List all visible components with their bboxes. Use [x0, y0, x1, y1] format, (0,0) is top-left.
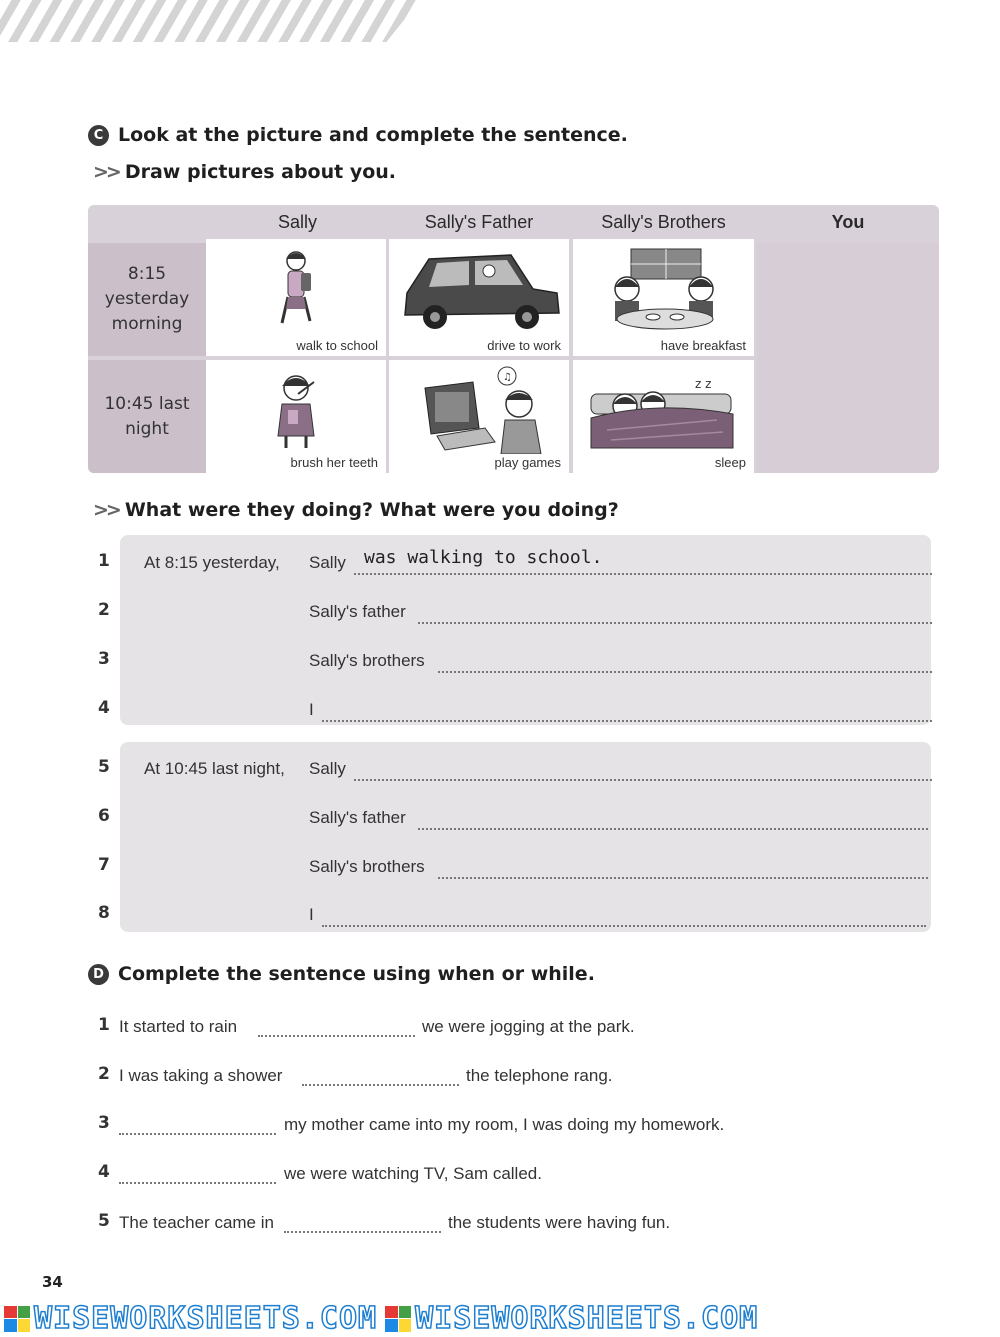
- wiseworksheets-logo-icon: [4, 1306, 30, 1332]
- d-item-2: [0, 1060, 1000, 1090]
- sleeping-boys-illustration: [587, 370, 737, 450]
- svg-text:z z: z z: [695, 377, 712, 391]
- car-illustration: [399, 249, 563, 333]
- item-1-number: 1: [98, 551, 110, 571]
- section-d-heading: [88, 963, 595, 985]
- d-item-1-before: It started to rain: [119, 1017, 238, 1036]
- page-number: 34: [42, 1273, 63, 1291]
- d-item-5-before: The teacher came in: [119, 1213, 274, 1232]
- cell-sally-night: [206, 360, 386, 473]
- item-2-subject: Sally's father: [309, 602, 406, 621]
- caption-have-breakfast: have breakfast: [660, 338, 746, 353]
- item-8: [0, 899, 1000, 929]
- double-chevron-icon: >>: [93, 499, 119, 521]
- d-item-1-blank[interactable]: [258, 1035, 415, 1037]
- caption-play-games: play games: [494, 455, 561, 470]
- d-item-5-number: 5: [98, 1211, 110, 1231]
- header-sally: Sally: [277, 211, 317, 232]
- question-text: What were they doing? What were you doing?: [124, 499, 619, 521]
- girl-walking-illustration: [266, 247, 326, 339]
- item-5-number: 5: [98, 757, 110, 777]
- item-5-answer-line[interactable]: [354, 779, 932, 781]
- watermark-text: WISEWORKSHEETS.COM: [415, 1301, 759, 1336]
- item-6: [0, 802, 1000, 832]
- item-1-subject: Sally: [309, 553, 346, 572]
- row-time-morning: [88, 243, 206, 356]
- section-c-subtitle: [93, 161, 396, 183]
- girl-brushing-illustration: [268, 370, 324, 450]
- watermark-bar: [0, 1300, 1000, 1337]
- item-1-answer-line[interactable]: [354, 573, 932, 575]
- item-8-number: 8: [98, 903, 110, 923]
- d-item-4-number: 4: [98, 1162, 110, 1182]
- item-4-subject: I: [309, 700, 314, 719]
- d-item-2-before: I was taking a shower: [119, 1066, 283, 1085]
- computer-games-illustration: [415, 364, 555, 454]
- item-2-number: 2: [98, 600, 110, 620]
- d-item-1: [0, 1011, 1000, 1041]
- item-5-subject: Sally: [309, 759, 346, 778]
- d-item-3-number: 3: [98, 1113, 110, 1133]
- section-c-badge: C: [88, 125, 109, 146]
- item-4: [0, 694, 1000, 724]
- item-3: [0, 645, 1000, 675]
- item-7: [0, 851, 1000, 881]
- d-item-3-blank[interactable]: [119, 1133, 276, 1135]
- caption-brush-her-teeth: brush her teeth: [290, 455, 378, 470]
- activity-table: [88, 205, 939, 473]
- section-c-heading: [88, 124, 628, 146]
- d-item-4-blank[interactable]: [119, 1182, 276, 1184]
- d-item-1-after: we were jogging at the park.: [422, 1017, 635, 1036]
- d-item-4: [0, 1158, 1000, 1188]
- row-time-morning-text: 8:15 yesterday morning: [104, 264, 190, 334]
- caption-walk-to-school: walk to school: [296, 338, 378, 353]
- section-c-subtitle-text: Draw pictures about you.: [124, 161, 397, 183]
- item-7-subject: Sally's brothers: [309, 857, 425, 876]
- cell-brothers-morning: [573, 239, 754, 356]
- item-3-number: 3: [98, 649, 110, 669]
- item-7-answer-line[interactable]: [438, 877, 928, 879]
- item-2-answer-line[interactable]: [418, 622, 932, 624]
- item-7-number: 7: [98, 855, 110, 875]
- breakfast-illustration: [601, 245, 731, 337]
- cell-father-morning: [389, 239, 569, 356]
- d-item-5-after: the students were having fun.: [448, 1213, 671, 1232]
- section-d-title: Complete the sentence using when or while.: [118, 963, 595, 985]
- wiseworksheets-logo-icon: [385, 1306, 411, 1332]
- double-chevron-icon: >>: [93, 161, 119, 183]
- section-c-title: Look at the picture and complete the sentence.: [118, 124, 628, 146]
- item-6-number: 6: [98, 806, 110, 826]
- item-3-answer-line[interactable]: [438, 671, 932, 673]
- item-5-prefix: At 10:45 last night,: [144, 759, 285, 778]
- d-item-3: [0, 1109, 1000, 1139]
- cell-brothers-night: [573, 360, 754, 473]
- section-d-badge: D: [88, 964, 109, 985]
- cell-sally-morning: [206, 239, 386, 356]
- item-6-subject: Sally's father: [309, 808, 406, 827]
- item-1: [0, 547, 1000, 577]
- caption-drive-to-work: drive to work: [487, 338, 561, 353]
- item-6-answer-line[interactable]: [418, 828, 928, 830]
- you-drawing-area[interactable]: [757, 243, 939, 473]
- watermark-text: WISEWORKSHEETS.COM: [34, 1301, 378, 1336]
- item-8-answer-line[interactable]: [322, 925, 926, 927]
- item-8-subject: I: [309, 905, 314, 924]
- d-item-2-number: 2: [98, 1064, 110, 1084]
- item-3-subject: Sally's brothers: [309, 651, 425, 670]
- svg-text:♫: ♫: [503, 372, 512, 383]
- item-2: [0, 596, 1000, 626]
- header-stripes: [0, 0, 420, 42]
- item-5: [0, 753, 1000, 783]
- header-sallys-brothers: Sally's Brothers: [601, 211, 726, 232]
- item-1-answer: was walking to school.: [364, 547, 603, 568]
- d-item-5-blank[interactable]: [284, 1231, 441, 1233]
- d-item-2-after: the telephone rang.: [466, 1066, 613, 1085]
- header-you: You: [831, 211, 865, 232]
- row-time-night-text: 10:45 last night: [104, 393, 190, 439]
- item-1-prefix: At 8:15 yesterday,: [144, 553, 280, 572]
- d-item-1-number: 1: [98, 1015, 110, 1035]
- caption-sleep: sleep: [714, 455, 746, 470]
- cell-father-night: [389, 360, 569, 473]
- row-time-night: [88, 360, 206, 473]
- d-item-4-after: we were watching TV, Sam called.: [284, 1164, 542, 1183]
- d-item-3-after: my mother came into my room, I was doing my homework.: [284, 1115, 725, 1134]
- question-heading: [93, 499, 619, 521]
- item-4-answer-line[interactable]: [322, 720, 932, 722]
- d-item-5: [0, 1207, 1000, 1237]
- d-item-2-blank[interactable]: [302, 1084, 459, 1086]
- item-4-number: 4: [98, 698, 110, 718]
- header-sallys-father: Sally's Father: [424, 211, 534, 232]
